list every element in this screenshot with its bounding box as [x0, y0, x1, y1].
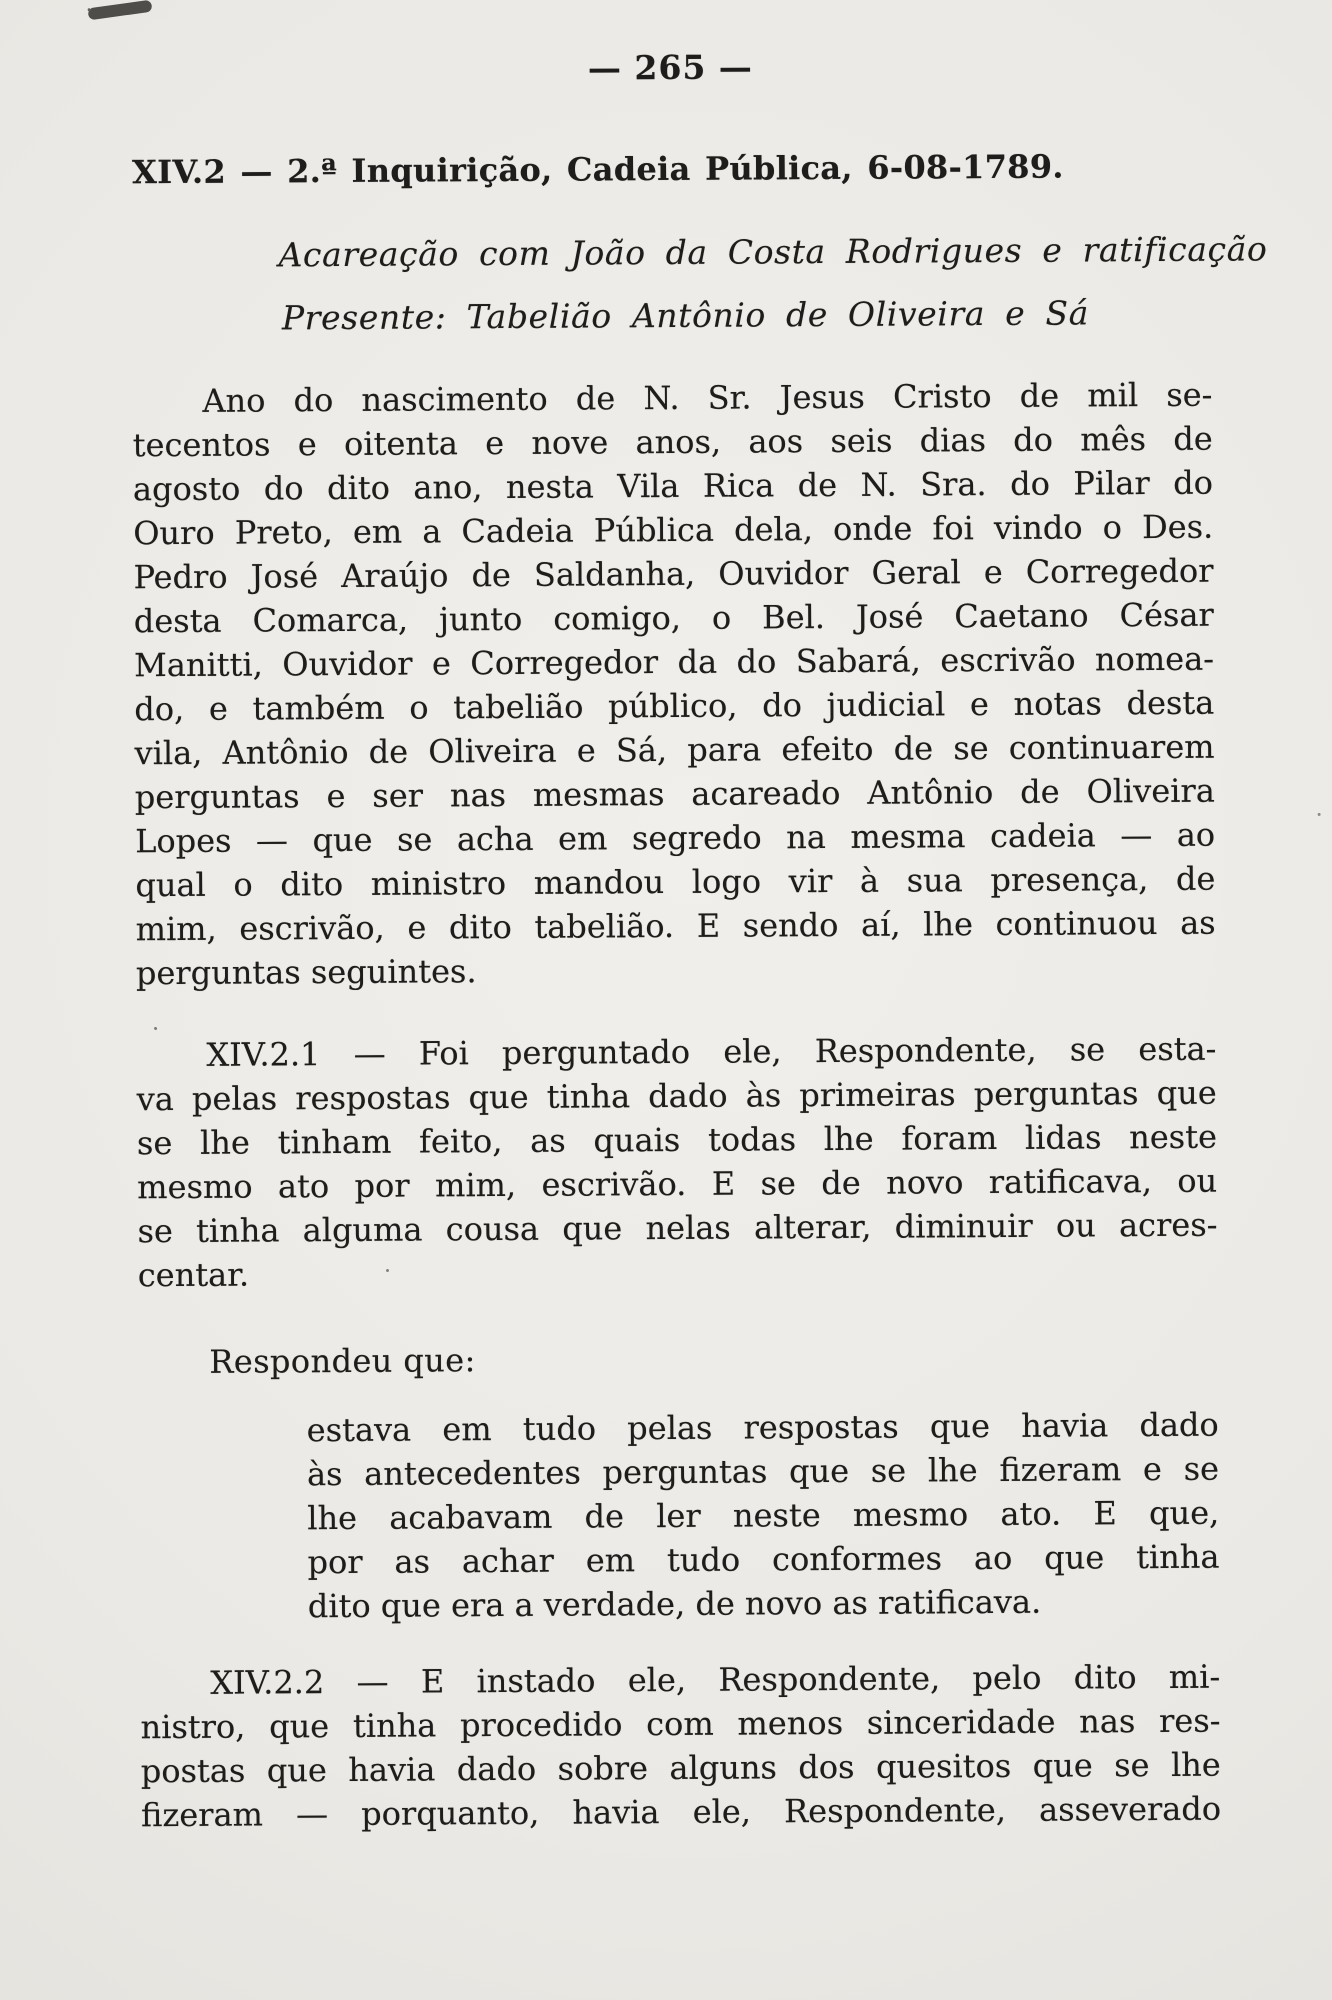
paragraph-opening-line-7: Manitti, Ouvidor e Corregedor da do Sabará, escrivão nomea- — [133, 639, 1215, 685]
paragraph-question-xiv-2-1-line-3: se lhe tinham feito, as quais todas lhe foram lidas neste — [136, 1117, 1218, 1163]
page-number: — 265 — — [587, 47, 753, 88]
paragraph-opening-line-5: Pedro José Araújo de Saldanha, Ouvidor Geral e Corregedor — [133, 551, 1214, 597]
subtitle-acareacao: Acareação com João da Costa Rodrigues e ratificação — [278, 229, 1268, 275]
paragraph-opening-line-9: vila, Antônio de Oliveira e Sá, para efeito de se continuarem — [134, 727, 1215, 773]
block-quote-answer-line-4: por as achar em tudo conformes ao que tinha — [307, 1537, 1220, 1582]
block-quote-answer — [307, 1403, 1220, 1629]
paragraph-question-xiv-2-1-line-6: centar. — [137, 1255, 250, 1295]
paragraph-question-xiv-2-1 — [136, 1027, 1218, 1298]
block-quote-answer-line-2: às antecedentes perguntas que se lhe fizeram e se — [306, 1449, 1220, 1494]
paragraph-opening-line-10: perguntas e ser nas mesmas acareado Antônio de Oliveira — [134, 771, 1215, 817]
paragraph-question-xiv-2-2-line-2: nistro, que tinha procedido com menos sinceridade nas res- — [140, 1701, 1221, 1747]
paragraph-opening — [132, 373, 1216, 996]
paragraph-opening-line-3: agosto do dito ano, nesta Vila Rica de N. Sra. do Pilar do — [132, 463, 1214, 509]
paragraph-question-xiv-2-1-line-1: XIV.2.1 — Foi perguntado ele, Respondente, se esta- — [206, 1029, 1217, 1074]
paragraph-question-xiv-2-2 — [140, 1655, 1221, 1838]
paragraph-opening-line-6: desta Comarca, junto comigo, o Bel. José Caetano César — [133, 595, 1214, 641]
paragraph-opening-line-14: perguntas seguintes. — [135, 952, 477, 993]
paragraph-question-xiv-2-2-line-4: fizeram — porquanto, havia ele, Respondente, asseverado — [140, 1789, 1222, 1835]
paragraph-question-xiv-2-1-line-2: va pelas respostas que tinha dado às primeiras perguntas que — [136, 1073, 1217, 1119]
block-quote-answer-line-5: dito que era a verdade, de novo as ratificava. — [307, 1582, 1042, 1626]
section-heading: XIV.2 — 2.ª Inquirição, Cadeia Pública, 6-08-1789. — [131, 147, 1064, 192]
paragraph-question-xiv-2-2-line-1: XIV.2.2 — E instado ele, Respondente, pelo dito mi- — [210, 1657, 1221, 1702]
paragraph-question-xiv-2-2-line-3: postas que havia dado sobre alguns dos quesitos que se lhe — [140, 1745, 1221, 1791]
paragraph-question-xiv-2-1-line-5: se tinha alguma cousa que nelas alterar, diminuir ou acres- — [137, 1205, 1218, 1251]
paragraph-opening-line-13: mim, escrivão, e dito tabelião. E sendo aí, lhe continuou as — [135, 903, 1216, 949]
paragraph-opening-line-4: Ouro Preto, em a Cadeia Pública dela, onde foi vindo o Des. — [133, 507, 1214, 553]
paragraph-opening-line-12: qual o dito ministro mandou logo vir à sua presença, de — [135, 859, 1216, 905]
respondeu-label: Respondeu que: — [209, 1341, 476, 1381]
paragraph-opening-line-11: Lopes — que se acha em segredo na mesma cadeia — ao — [135, 815, 1216, 861]
paragraph-question-xiv-2-1-line-4: mesmo ato por mim, escrivão. E se de novo ratificava, ou — [137, 1161, 1218, 1207]
block-quote-answer-line-3: lhe acabavam de ler neste mesmo ato. E que, — [307, 1493, 1220, 1538]
paragraph-opening-line-2: tecentos e oitenta e nove anos, aos seis dias do mês de — [132, 419, 1213, 465]
paragraph-opening-line-1: Ano do nascimento de N. Sr. Jesus Cristo de mil se- — [202, 375, 1213, 420]
paragraph-opening-line-8: do, e também o tabelião público, do judicial e notas desta — [134, 683, 1215, 729]
subtitle-presente: Presente: Tabelião Antônio de Oliveira e Sá — [281, 293, 1090, 338]
block-quote-answer-line-1: estava em tudo pelas respostas que havia dado — [306, 1405, 1219, 1450]
